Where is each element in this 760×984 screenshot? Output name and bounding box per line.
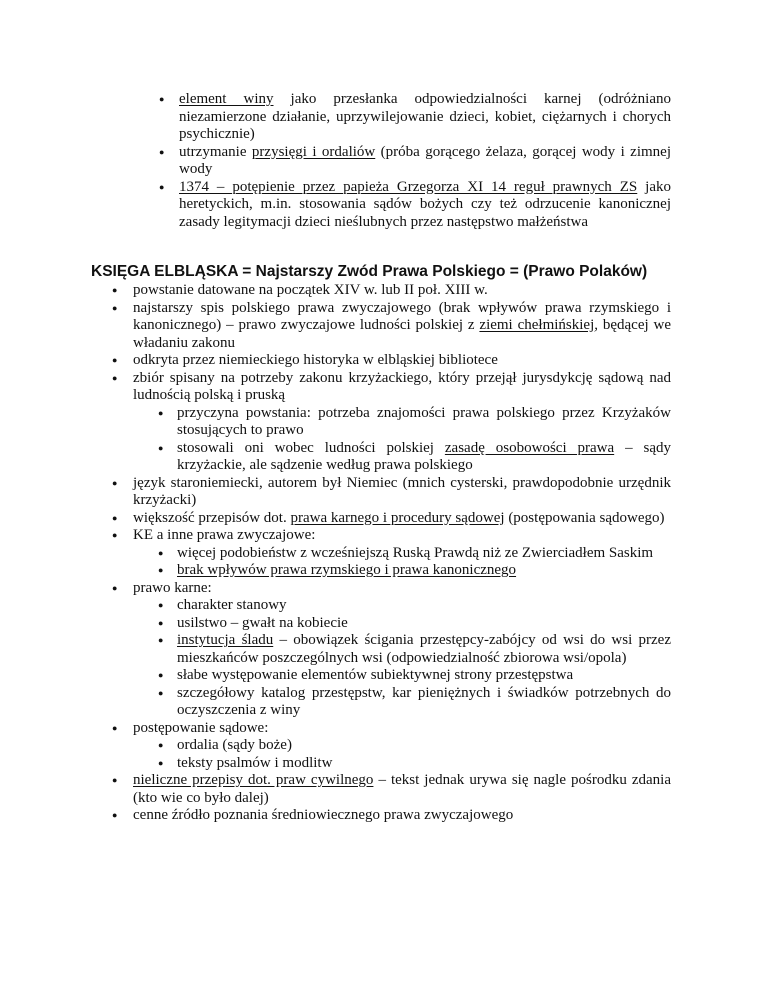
underlined-term: zasadę osobowości prawa: [444, 439, 615, 456]
sub-list-item: ● ordalia (sądy boże): [177, 737, 671, 755]
underlined-term: ziemi chełmińskiej: [479, 317, 595, 333]
sub-list-item: ● charakter stanowy: [177, 597, 671, 615]
sub-list-item: ● instytucja śladu – obowiązek ścigania przestępcy-zabójcy od wsi do wsi przez mieszkańców poszczególnych wsi (odpowiedzialność zbiorowa wsi/opola): [177, 632, 671, 667]
sub-list-item: ● przyczyna powstania: potrzeba znajomości prawa polskiego przez Krzyżaków stosujących to prawo: [177, 405, 671, 440]
list-item: ● powstanie datowane na początek XIV w. lub II poł. XIII w.: [133, 282, 671, 300]
sub-list-item: ● stosowali oni wobec ludności polskiej zasadę osobowości prawa – sądy krzyżackie, ale sądzenie według prawa polskiego: [177, 440, 671, 475]
sub-list-item: ● więcej podobieństw z wcześniejszą Ruską Prawdą niż ze Zwierciadłem Saskim: [177, 545, 671, 563]
underlined-term: 1374 – potępienie przez papieża Grzegorza XI 14 reguł prawnych ZS: [179, 178, 638, 195]
list-item: ● język staroniemiecki, autorem był Niemiec (mnich cysterski, prawdopodobnie urzędnik krzyżacki): [133, 475, 671, 510]
sub-bullet-list: [177, 405, 671, 475]
sub-bullet-list: [177, 545, 671, 580]
sub-bullet-list: [177, 737, 671, 772]
top-bullet-list: [179, 91, 671, 231]
underlined-term: brak wpływów prawa rzymskiego i prawa kanonicznego: [177, 562, 517, 578]
list-item: ● nieliczne przepisy dot. praw cywilnego – tekst jednak urywa się nagle pośrodku zdania (kto wie co było dalej): [133, 772, 671, 807]
list-item: ● 1374 – potępienie przez papieża Grzegorza XI 14 reguł prawnych ZS jako heretyckich, m.in. stosowania sądów bożych czy też odrzucenie kanonicznej zasady legitymacji dzieci nieślubnych przez następstwo małżeństwa: [179, 179, 671, 232]
list-item: ● utrzymanie przysięgi i ordaliów (próba gorącego żelaza, gorącej wody i zimnej wody: [179, 144, 671, 179]
main-bullet-list: [133, 282, 671, 825]
underlined-term: element winy: [179, 91, 274, 107]
sub-list-item: ● teksty psalmów i modlitw: [177, 755, 671, 773]
section-heading: KSIĘGA ELBLĄSKA = Najstarszy Zwód Prawa Polskiego = (Prawo Polaków): [91, 263, 648, 280]
list-item: ● najstarszy spis polskiego prawa zwyczajowego (brak wpływów prawa rzymskiego i kanonicznego) – prawo zwyczajowe ludności polskiej z ziemi chełmińskiej, będącej we władaniu zakonu: [133, 300, 671, 353]
list-item: ● zbiór spisany na potrzeby zakonu krzyżackiego, który przejął jurysdykcję sądową nad ludnością polską i pruską ● przyczyna powstania: potrzeba znajomości prawa polskiego przez Krzyżaków stosujących to prawo ● stosowali oni wobec ludności polskiej zasadę osobowości prawa – sądy krzyżackie, ale sądzenie według prawa polskiego: [133, 370, 671, 475]
sub-list-item: ● słabe występowanie elementów subiektywnej strony przestępstwa: [177, 667, 671, 685]
list-item: ● postępowanie sądowe: ● ordalia (sądy boże) ● teksty psalmów i modlitw: [133, 720, 671, 773]
sub-bullet-list: [177, 597, 671, 720]
underlined-term: nieliczne przepisy dot. praw cywilnego: [133, 772, 374, 788]
list-item: ● cenne źródło poznania średniowiecznego prawa zwyczajowego: [133, 807, 671, 825]
underlined-term: instytucja śladu: [177, 632, 274, 648]
list-item: ● KE a inne prawa zwyczajowe: ● więcej podobieństw z wcześniejszą Ruską Prawdą niż ze Zwierciadłem Saskim ● brak wpływów prawa rzymskiego i prawa kanonicznego: [133, 527, 671, 580]
list-item: ● prawo karne: ● charakter stanowy ● usilstwo – gwałt na kobiecie ● instytucja śladu – obowiązek ścigania przestępcy-zabójcy od wsi do wsi przez mieszkańców poszczególnych wsi (odpowiedzialność zbiorowa wsi/opola) ● słabe występowanie elementów subiektywnej strony przestępstwa ● szczegółowy katalog przestępstw, kar pieniężnych i świadków potrzebnych do oczyszczenia z winy: [133, 580, 671, 720]
list-item: ● odkryta przez niemieckiego historyka w elbląskiej bibliotece: [133, 352, 671, 370]
list-item: ● element winy jako przesłanka odpowiedzialności karnej (odróżniano niezamierzone działanie, uprzywilejowanie dzieci, kobiet, ciężarnych i chorych psychicznie): [179, 91, 671, 144]
sub-list-item: ● szczegółowy katalog przestępstw, kar pieniężnych i świadków potrzebnych do oczyszczenia z winy: [177, 685, 671, 720]
sub-list-item: [177, 562, 671, 580]
sub-list-item: ● usilstwo – gwałt na kobiecie: [177, 615, 671, 633]
list-item: ● większość przepisów dot. prawa karnego i procedury sądowej (postępowania sądowego): [133, 510, 671, 528]
underlined-term: przysięgi i ordaliów: [251, 143, 376, 160]
underlined-term: prawa karnego i procedury sądowej: [290, 509, 505, 526]
